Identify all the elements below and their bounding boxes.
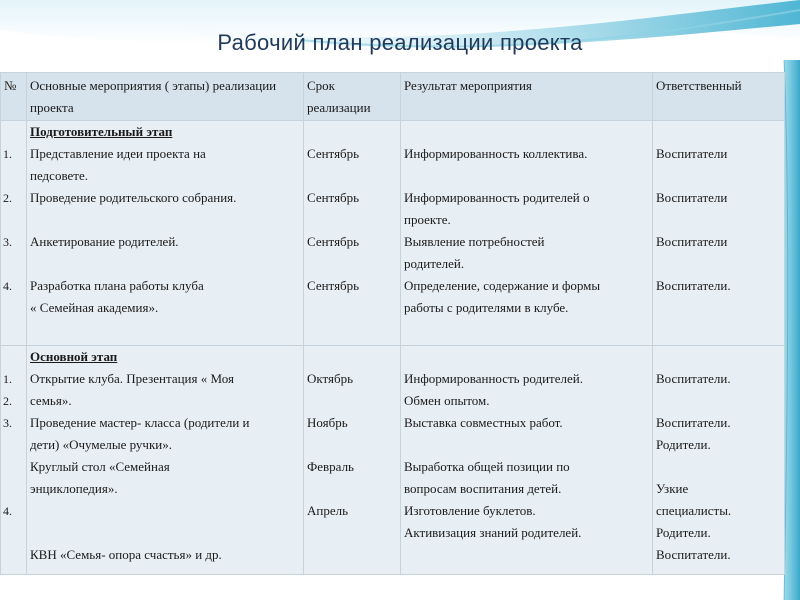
row-number: 2.	[3, 191, 12, 205]
results-cell	[401, 121, 653, 346]
term-value: Февраль	[307, 459, 354, 474]
responsible-value: Воспитатели	[656, 190, 728, 205]
header-term: Срок реализации	[304, 73, 401, 121]
result-line: Активизация знаний родителей.	[404, 525, 582, 540]
activity-line	[30, 209, 300, 231]
responsible-line: Узкие	[656, 481, 689, 496]
activity-line: Открытие клуба. Презентация « Моя	[30, 371, 234, 386]
header-responsible: Ответственный	[653, 73, 785, 121]
header-result: Результат мероприятия	[401, 73, 653, 121]
activity-line: КВН «Семья- опора счастья» и др.	[30, 547, 222, 562]
term-value: Ноябрь	[307, 415, 348, 430]
table-header-row	[1, 73, 785, 121]
responsible-line: специалисты.	[656, 503, 732, 518]
result-line: Определение, содержание и формы	[404, 278, 601, 293]
activity-line: Проведение родительского собрания.	[30, 190, 237, 205]
result-line: Информированность коллектива.	[404, 146, 588, 161]
activity-line: педсовете.	[30, 168, 88, 183]
activity-line: Круглый стол «Семейная	[30, 459, 170, 474]
responsible-value: Воспитатели	[656, 146, 728, 161]
result-line: Информированность родителей.	[404, 371, 583, 386]
stage-heading: Основной этап	[30, 349, 118, 364]
term-value: Сентябрь	[307, 146, 360, 161]
term-value: Сентябрь	[307, 190, 360, 205]
terms-cell	[304, 346, 401, 575]
row-number: 1.	[3, 372, 12, 386]
term-value: Сентябрь	[307, 234, 360, 249]
result-line: Обмен опытом.	[404, 393, 490, 408]
term-value: Апрель	[307, 503, 349, 518]
activity-line: « Семейная академия».	[30, 300, 159, 315]
responsible-line: Воспитатели.	[656, 415, 731, 430]
row-number: 4.	[3, 279, 12, 293]
row-number: 2.	[3, 394, 12, 408]
responsible-line: Родители.	[656, 437, 711, 452]
result-line: Выявление потребностей	[404, 234, 545, 249]
header-num: №	[1, 73, 27, 121]
row-number: 1.	[3, 147, 12, 161]
result-line: Выработка общей позиции по	[404, 459, 570, 474]
result-line: вопросам воспитания детей.	[404, 481, 562, 496]
term-value: Сентябрь	[307, 278, 360, 293]
result-line: Информированность родителей о	[404, 190, 590, 205]
responsible-line	[656, 456, 781, 478]
terms-cell	[304, 121, 401, 346]
activity-line: энциклопедия».	[30, 481, 118, 496]
activity-line: дети) «Очумелые ручки».	[30, 437, 172, 452]
result-line	[404, 165, 649, 187]
result-line: родителей.	[404, 256, 465, 271]
result-line: проекте.	[404, 212, 451, 227]
table-row-preparatory-stage	[1, 121, 785, 346]
responsible-value: Воспитатели.	[656, 278, 731, 293]
responsible-value: Воспитатели	[656, 234, 728, 249]
activity-line: Анкетирование родителей.	[30, 234, 179, 249]
responsible-line: Родители.	[656, 525, 711, 540]
responsible-line: Воспитатели.	[656, 547, 731, 562]
activity-line: семья».	[30, 393, 72, 408]
project-plan-table-wrapper	[0, 72, 784, 575]
activity-line: Представление идеи проекта на	[30, 146, 206, 161]
numbers-cell	[1, 346, 27, 575]
row-number: 3.	[3, 416, 12, 430]
project-plan-table	[0, 72, 785, 575]
results-cell	[401, 346, 653, 575]
responsible-line	[656, 390, 781, 412]
activity-line	[30, 253, 300, 275]
header-activities: Основные мероприятия ( этапы) реализации проекта	[27, 73, 304, 121]
activities-cell	[27, 121, 304, 346]
activity-line	[30, 522, 300, 544]
activity-line: Разработка плана работы клуба	[30, 278, 204, 293]
activities-cell	[27, 346, 304, 575]
activity-line: Проведение мастер- класса (родители и	[30, 415, 250, 430]
responsible-cell	[653, 346, 785, 575]
result-line	[404, 434, 649, 456]
page-title: Рабочий план реализации проекта	[217, 30, 583, 55]
numbers-cell	[1, 121, 27, 346]
result-line: Выставка совместных работ.	[404, 415, 563, 430]
row-number: 3.	[3, 235, 12, 249]
table-row-main-stage	[1, 346, 785, 575]
row-number: 4.	[3, 504, 12, 518]
result-line: работы с родителями в клубе.	[404, 300, 569, 315]
responsible-cell	[653, 121, 785, 346]
responsible-line: Воспитатели.	[656, 371, 731, 386]
term-value: Октябрь	[307, 371, 354, 386]
result-line: Изготовление буклетов.	[404, 503, 536, 518]
activity-line	[30, 500, 300, 522]
stage-heading: Подготовительный этап	[30, 124, 173, 139]
